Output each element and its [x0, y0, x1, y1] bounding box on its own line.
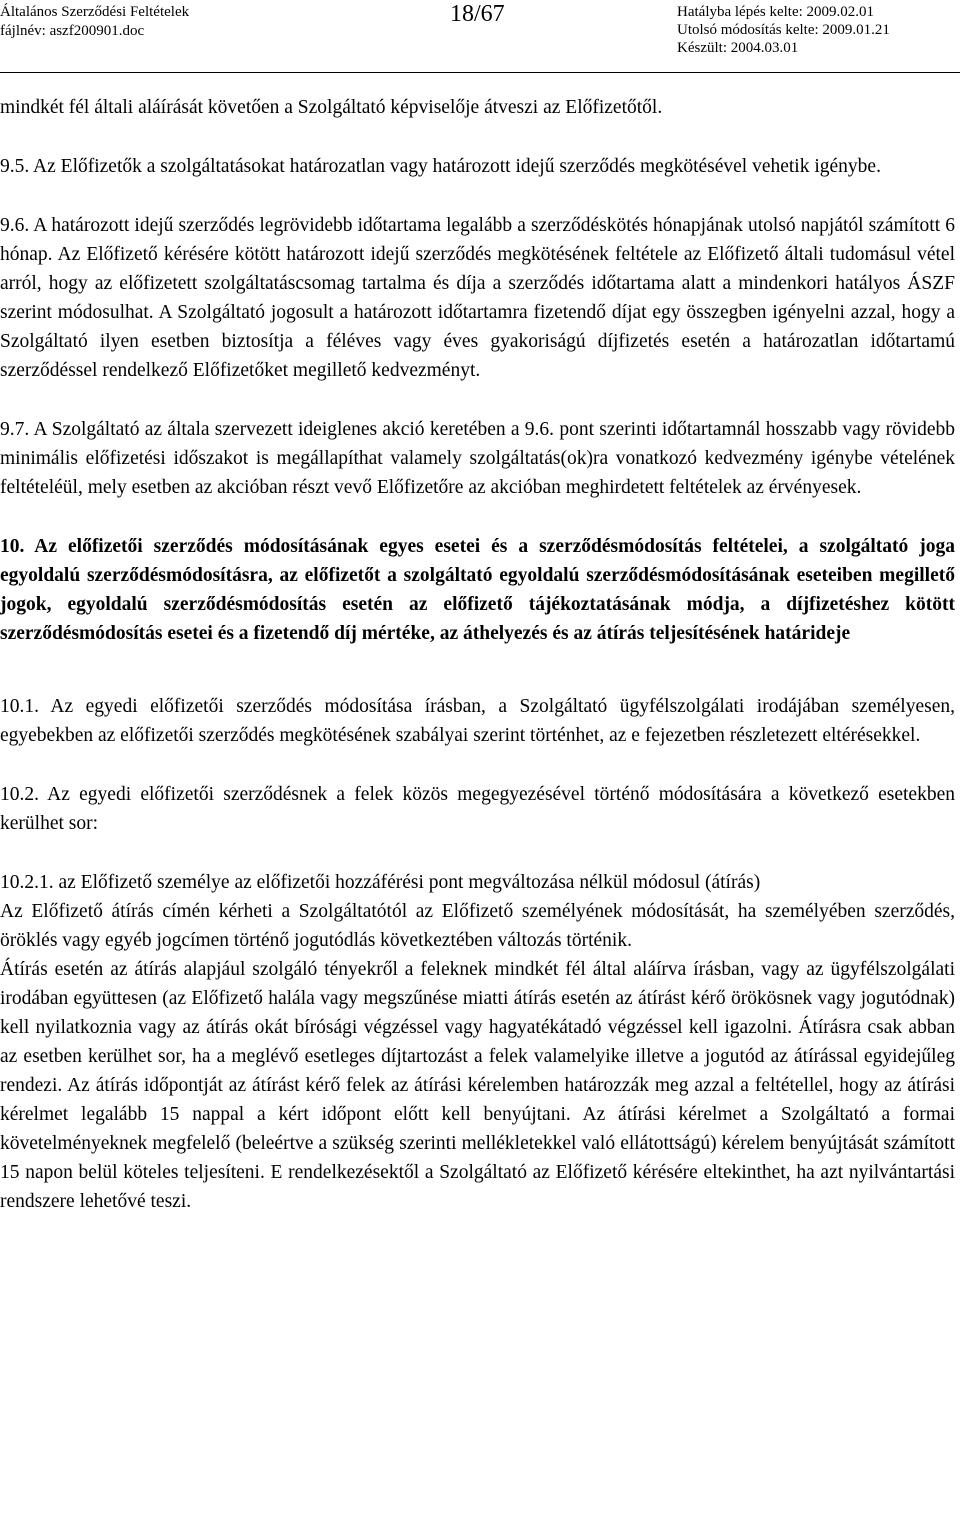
- paragraph-transfer-request: Az Előfizető átírás címén kérheti a Szolgáltatótól az Előfizető személyének módosítását, ha személyében szerződés, öröklés vagy egyéb jogcímen történő jogutódlás következtében változás történik.: [0, 901, 955, 951]
- header-right: [677, 4, 890, 58]
- paragraph-10-2: 10.2. Az egyedi előfizetői szerződésnek a felek közös megegyezésével történő módosítására a következő esetekben kerülhet sor:: [0, 784, 955, 834]
- paragraph-transfer-conditions: Átírás esetén az átírás alapjául szolgáló tényekről a feleknek mindkét fél által aláírva írásban, vagy az ügyfélszolgálati irodában együttesen (az Előfizető halála vagy megszűnése miatti átírás esetén az átírást kérő örökösnek vagy jogutódnak) kell nyilatkoznia vagy az átírás okát bírósági végzéssel vagy hagyatékátadó végzéssel kell igazolni. Átírásra csak abban az esetben kerülhet sor, ha a meglévő esetleges díjtartozást a felek valamelyike illetve a jogutód az átírással egyidejűleg rendezi. Az átírás időpontját az átírást kérő felek az átírási kérelemben határozzák meg azzal a feltétellel, hogy az átírási kérelmet legalább 15 nappal a kért időpont előtt kell benyújtani. Az átírási kérelmet a Szolgáltató a formai követelményeknek megfelelő (beleértve a szükség szerinti mellékletekkel való ellátottságú) kérelem benyújtását számított 15 napon belül köteles teljesíteni. E rendelkezésektől a Szolgáltató az Előfizető kérésére eltekinthet, ha azt nyilvántartási rendszere lehetővé teszi.: [0, 959, 955, 1212]
- document-title: Általános Szerződési Feltételek: [0, 4, 190, 20]
- page-number: 18/67: [450, 1, 505, 27]
- file-name: fájlnév: aszf200901.doc: [0, 23, 145, 39]
- paragraph: mindkét fél általi aláírását követően a Szolgáltató képviselője átveszi az Előfizetőtől.: [0, 97, 663, 118]
- paragraph-9-6: 9.6. A határozott idejű szerződés legrövidebb időtartama legalább a szerződéskötés hónapjának utolsó napjától számított 6 hónap. Az Előfizető kérésére kötött határozott idejű szerződés megkötésének feltétele az Előfizető általi tudomásul vétel arról, hogy az előfizetett szolgáltatáscsomag tartalma és díja a szerződés időtartama alatt a mindenkori hatályos ÁSZF szerint módosulhat. A Szolgáltató jogosult a határozott időtartamra fizetendő díjat egy összegben igényelni azzal, hogy a Szolgáltató ilyen esetben biztosítja a féléves vagy éves gyakoriságú díjfizetés esetén a határozatlan időtartamú szerződéssel rendelkező Előfizetőket megillető kedvezményt.: [0, 215, 955, 381]
- last-modified-date: Utolsó módosítás kelte: 2009.01.21: [677, 22, 890, 38]
- created-date: Készült: 2004.03.01: [677, 40, 799, 56]
- paragraph-10-1: 10.1. Az egyedi előfizetői szerződés módosítása írásban, a Szolgáltató ügyfélszolgálati irodájában személyesen, egyebekben az előfizetői szerződés megkötésének szabályai szerint történhet, az e fejezetben részletezett eltérésekkel.: [0, 696, 955, 746]
- document-body: [0, 93, 955, 1216]
- effective-date: Hatályba lépés kelte: 2009.02.01: [677, 4, 875, 20]
- paragraph-9-7: 9.7. A Szolgáltató az általa szervezett ideiglenes akció keretében a 9.6. pont szerinti időtartamnál hosszabb vagy rövidebb minimális előfizetési időszakot is megállapíthat valamely szolgáltatás(ok)ra vonatkozó kedvezmény igénybe vételének feltételéül, mely esetben az akcióban részt vevő Előfizetőre az akcióban meghirdetett feltételek az érvényesek.: [0, 419, 955, 498]
- section-10-heading: 10. Az előfizetői szerződés módosításának egyes esetei és a szerződésmódosítás feltételei, a szolgáltató joga egyoldalú szerződésmódosításra, az előfizetőt a szolgáltató egyoldalú szerződésmódosításának eseteiben megillető jogok, egyoldalú szerződésmódosítás esetén az előfizető tájékoztatásának módja, a díjfizetéshez kötött szerződésmódosítás esetei és a fizetendő díj mértéke, az áthelyezés és az átírás teljesítésének határideje: [0, 536, 955, 644]
- header-divider: [0, 72, 960, 73]
- header-left: [0, 4, 189, 40]
- paragraph-9-5: 9.5. Az Előfizetők a szolgáltatásokat határozatlan vagy határozott idejű szerződés megkötésével vehetik igénybe.: [0, 156, 881, 177]
- page-header: [0, 0, 960, 76]
- paragraph-10-2-1: 10.2.1. az Előfizető személye az előfizetői hozzáférési pont megváltozása nélkül módosul (átírás): [0, 872, 761, 893]
